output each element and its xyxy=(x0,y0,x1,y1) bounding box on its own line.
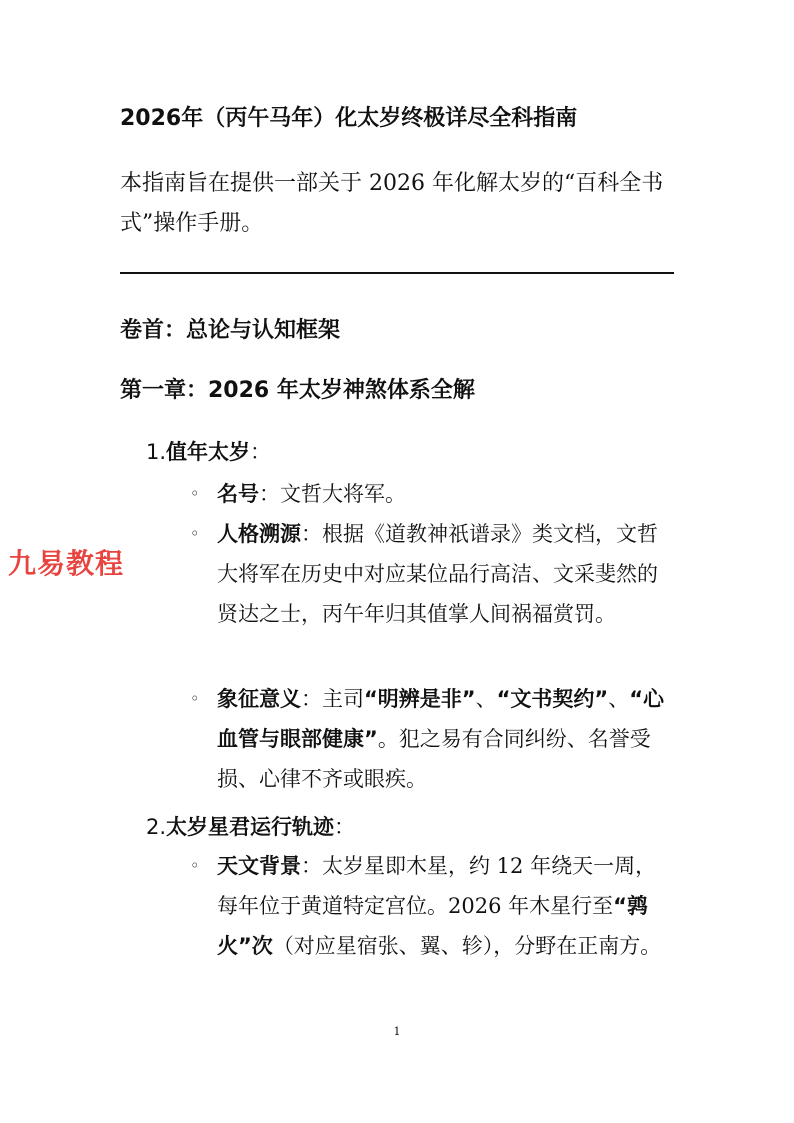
subitem-label: 天文背景 xyxy=(217,854,301,878)
horizontal-divider xyxy=(120,272,674,274)
separator: 、 xyxy=(475,687,497,711)
subitem-label: 名号 xyxy=(217,482,259,506)
subitem-colon: ： xyxy=(301,687,322,711)
subitem-body: 根据《道教神祇谱录》类文档，文哲大将军在历史中对应某位品行高洁、文采斐然的贤达之士，丙午年归其值掌人间祸福赏罚。 xyxy=(217,522,658,626)
subitem-body: 太岁星即木星，约 12 年绕天一周，每年位于黄道特定宫位。2026 年木星行至 xyxy=(217,854,657,918)
list-number: 2. xyxy=(146,815,167,839)
list-item-2 xyxy=(146,812,355,842)
volume-heading: 卷首：总论与认知框架 xyxy=(120,318,341,343)
bullet-icon: ◦ xyxy=(190,689,200,708)
subitem-label: 人格溯源 xyxy=(217,522,301,546)
chapter-heading: 第一章：2026 年太岁神煞体系全解 xyxy=(120,378,475,403)
intro-paragraph: 本指南旨在提供一部关于 2026 年化解太岁的“百科全书式”操作手册。 xyxy=(120,171,664,236)
list-item-colon: ： xyxy=(334,815,356,839)
subitem-text xyxy=(217,514,677,634)
list-number: 1. xyxy=(146,440,167,464)
separator: 、 xyxy=(608,687,630,711)
subitem-text xyxy=(217,679,677,799)
subitem-colon: ： xyxy=(259,482,280,506)
subitem-body: 。犯之易有合同纠纷、名誉受损、心律不齐或眼疾。 xyxy=(217,727,651,791)
watermark-logo: 九易教程 xyxy=(8,547,125,580)
subitem-text xyxy=(217,846,677,966)
list-item-1 xyxy=(146,437,271,467)
list-item-label: 值年太岁 xyxy=(166,440,251,464)
subitem-label: 象征意义 xyxy=(217,687,301,711)
document-title: 2026年（丙午马年）化太岁终极详尽全科指南 xyxy=(120,106,578,131)
emphasis-text: “鹑火”次 xyxy=(217,894,648,958)
bullet-icon: ◦ xyxy=(190,856,200,875)
list-item-colon: ： xyxy=(250,440,272,464)
emphasis-text: “心血管与眼部健康” xyxy=(217,687,665,751)
page-number: 1 xyxy=(393,1025,401,1038)
subitem-colon: ： xyxy=(301,854,322,878)
subitem-body: 文哲大将军。 xyxy=(280,482,406,506)
emphasis-text: “文书契约” xyxy=(496,687,609,711)
subitem-colon: ： xyxy=(301,522,322,546)
list-item-label: 太岁星君运行轨迹 xyxy=(166,815,335,839)
subitem-body: 主司 xyxy=(322,687,364,711)
emphasis-text: “明辨是非” xyxy=(364,687,476,711)
bullet-icon: ◦ xyxy=(190,484,200,503)
subitem-body: （对应星宿张、翼、轸），分野在正南方。 xyxy=(272,934,662,958)
bullet-icon: ◦ xyxy=(190,524,200,543)
subitem-text xyxy=(217,474,677,514)
